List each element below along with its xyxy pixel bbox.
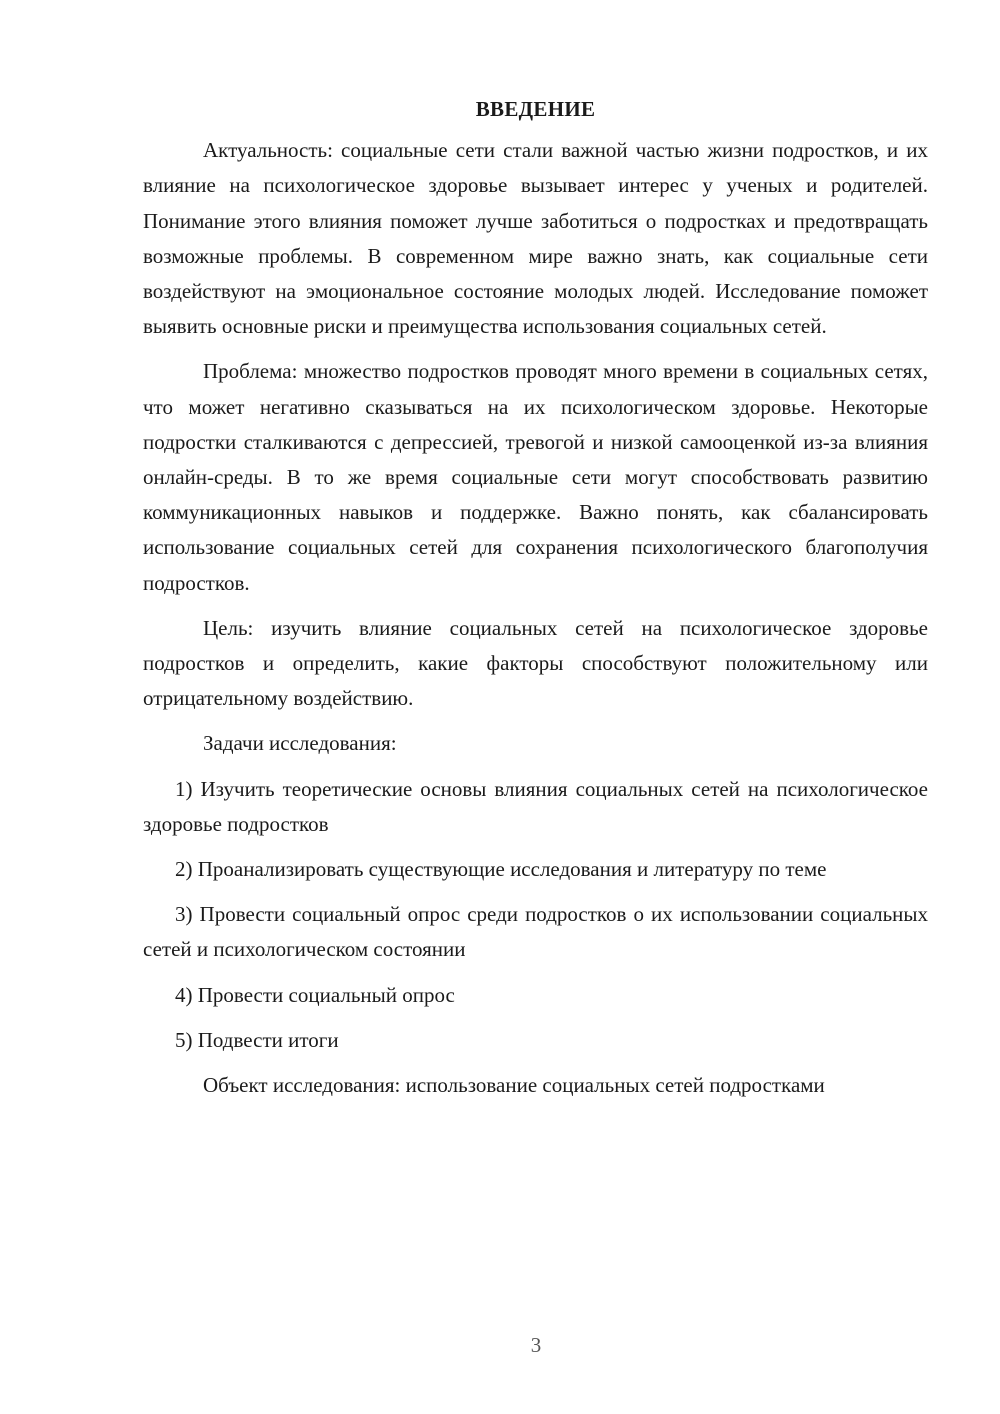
task-item: 5) Подвести итоги — [175, 1027, 339, 1052]
document-page — [143, 92, 928, 1113]
page-number: 3 — [530, 1333, 542, 1357]
tasks-title: Задачи исследования: — [203, 731, 397, 756]
task-item: 1) Изучить теоретические основы влияния социальных сетей на психологическое здоровье подростков — [143, 776, 928, 836]
paragraph-object: Объект исследования: использование социальных сетей подростками — [203, 1073, 825, 1098]
page-heading: ВВЕДЕНИЕ — [475, 97, 596, 121]
task-item: 3) Провести социальный опрос среди подростков о их использовании социальных сетей и психологическом состоянии — [143, 902, 928, 962]
task-item: 2) Проанализировать существующие исследования и литературу по теме — [175, 857, 827, 882]
task-item: 4) Провести социальный опрос — [175, 982, 455, 1007]
paragraph-relevance: Актуальность: социальные сети стали важной частью жизни подростков, и их влияние на психологическое здоровье вызывает интерес у ученых и родителей. Понимание этого влияния поможет лучше заботиться о подростках и предотвращать возможные проблемы. В современном мире важно знать, как социальные сети воздействуют на эмоциональное состояние молодых людей. Исследование поможет выявить основные риски и преимущества использования социальных сетей. — [143, 138, 928, 339]
paragraph-problem: Проблема: множество подростков проводят много времени в социальных сетях, что может негативно сказываться на их психологическом здоровье. Некоторые подростки сталкиваются с депрессией, тревогой и низкой самооценкой из-за влияния онлайн-среды. В то же время социальные сети могут способствовать развитию коммуникационных навыков и поддержке. Важно понять, как сбалансировать использование социальных сетей для сохранения психологического благополучия подростков. — [143, 359, 928, 595]
paragraph-goal: Цель: изучить влияние социальных сетей на психологическое здоровье подростков и определить, какие факторы способствуют положительному или отрицательному воздействию. — [143, 615, 928, 711]
